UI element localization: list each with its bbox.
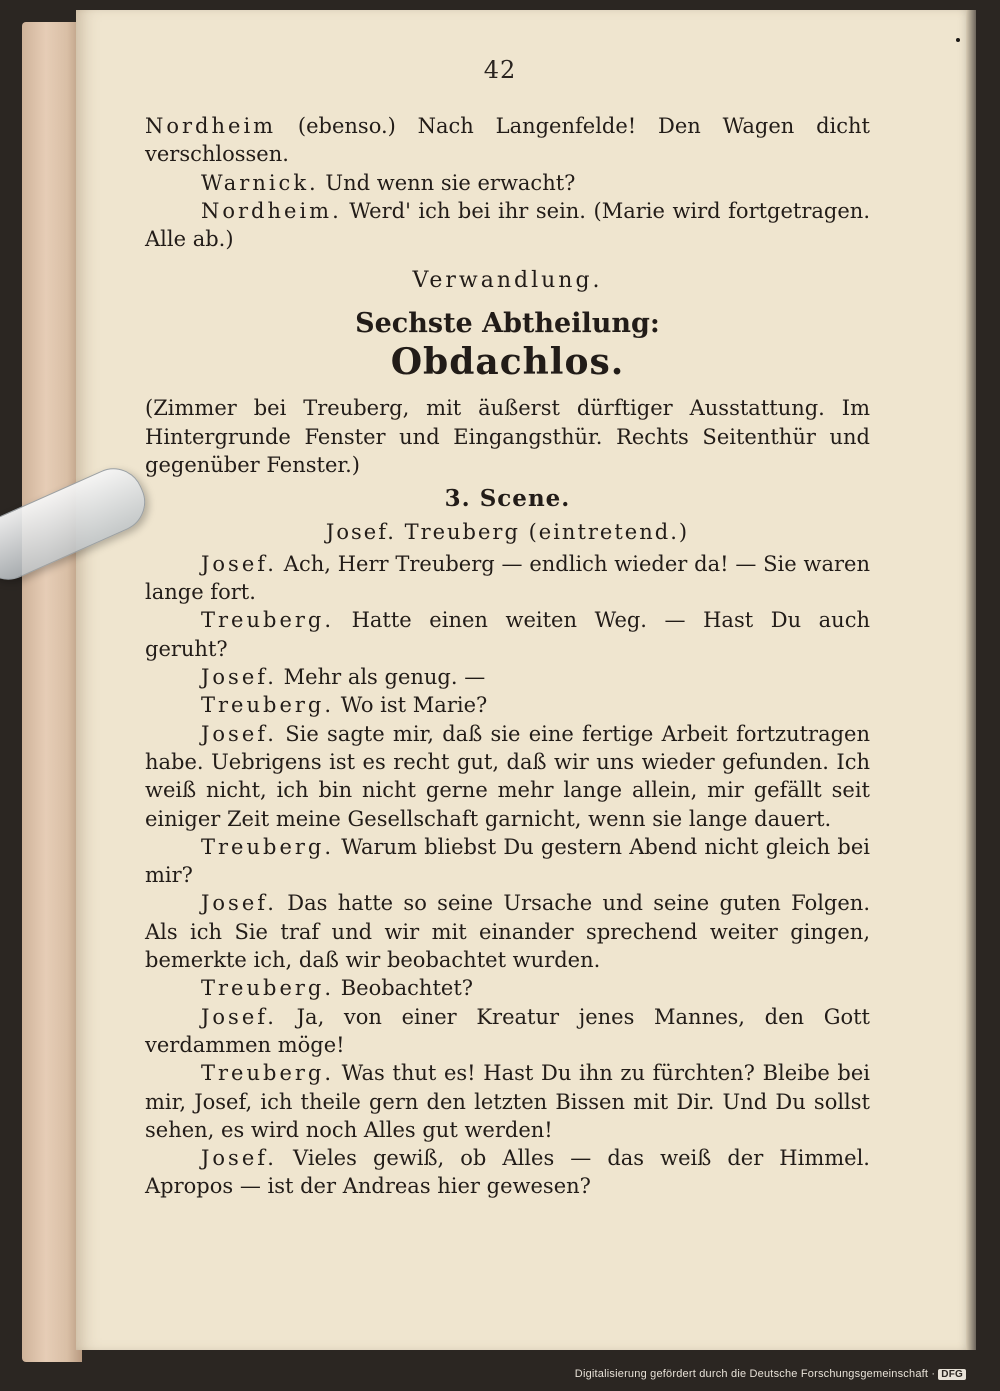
dialogue-line bbox=[145, 889, 870, 974]
dialogue-line bbox=[145, 606, 870, 663]
dialogue-line bbox=[145, 720, 870, 833]
binding-edge bbox=[966, 10, 976, 1350]
speech-text: Und wenn sie erwacht? bbox=[318, 170, 576, 195]
dialogue-line bbox=[145, 833, 870, 890]
speaker-name: Josef. bbox=[201, 551, 277, 576]
speaker-name: Josef. bbox=[201, 891, 277, 916]
speech-text: Vieles gewiß, ob Alles — das weiß der Himmel. Apropos — ist der Andreas hier gewesen? bbox=[145, 1146, 870, 1199]
paragraph bbox=[145, 197, 870, 254]
speech-text: Ach, Herr Treuberg — endlich wieder da! — Sie waren lange fort. bbox=[145, 551, 870, 605]
speech-text: Wo ist Marie? bbox=[334, 693, 488, 718]
speech-text: (ebenso.) Nach Langenfelde! Den Wagen dicht verschlossen. bbox=[145, 114, 870, 167]
speaker-name: Treuberg. bbox=[201, 976, 335, 1001]
speaker-name: Treuberg. bbox=[201, 834, 335, 859]
book-page-edges bbox=[22, 22, 82, 1362]
digitization-credit bbox=[575, 1368, 966, 1380]
speaker-name: Treuberg. bbox=[201, 608, 335, 633]
speaker-name: Josef. bbox=[201, 1146, 277, 1171]
dialogue-line bbox=[145, 663, 870, 691]
scene-heading: 3. Scene. bbox=[444, 485, 571, 513]
speech-text: Warum bliebst Du gestern Abend nicht gleich bei mir? bbox=[145, 834, 870, 888]
paragraph bbox=[145, 112, 870, 169]
speaker-name: Josef. bbox=[201, 665, 277, 690]
speech-text: Hatte einen weiten Weg. — Hast Du auch geruht? bbox=[145, 608, 870, 661]
ink-spot bbox=[956, 38, 960, 42]
speaker-name: Treuberg. bbox=[201, 1061, 335, 1086]
speech-text: Werd' ich bei ihr sein. (Marie wird fortgetragen. Alle ab.) bbox=[145, 198, 870, 252]
stage-direction: (Zimmer bei Treuberg, mit äußerst dürftiger Ausstattung. Im Hintergrunde Fenster und Eingangsthür. Rechts Seitenthür und gegenüber Fenster.) bbox=[145, 396, 870, 477]
dialogue-line bbox=[145, 1144, 870, 1201]
speaker-name: Josef. bbox=[201, 721, 277, 746]
speech-text: Sie sagte mir, daß sie eine fertige Arbeit fortzutragen habe. Uebrigens ist es recht gut, daß wir uns wieder gefunden. Ich weiß nicht, ich bin nicht gerne mehr lange allein, mir gefällt seit einiger Zeit meine Gesellschaft garnicht, wenn sie lange dauert. bbox=[145, 721, 870, 831]
dialogue-line bbox=[145, 1059, 870, 1144]
credit-text: Digitalisierung gefördert durch die Deutsche Forschungsgemeinschaft · bbox=[574, 1368, 936, 1380]
dialogue-line bbox=[145, 1003, 870, 1060]
dialogue-line bbox=[145, 691, 870, 719]
speaker-name: Treuberg. bbox=[201, 693, 335, 718]
speech-text: Mehr als genug. — bbox=[276, 665, 486, 690]
speech-text: Was thut es! Hast Du ihn zu fürchten? Bleibe bei mir, Josef, ich theile gern den letzten Bissen mit Dir. Und Du sollst sehen, es wird noch Alles gut werden! bbox=[145, 1061, 870, 1142]
speech-text: Das hatte so seine Ursache und seine guten Folgen. Als ich Sie traf und wir mit einander sprechend weiter gingen, bemerkte ich, daß wir beobachtet wurden. bbox=[145, 891, 870, 973]
dfg-logo: DFG bbox=[938, 1369, 966, 1380]
speech-text: Ja, von einer Kreatur jenes Mannes, den Gott verdammen möge! bbox=[145, 1004, 870, 1057]
speaker-name: Nordheim. bbox=[201, 198, 342, 223]
dialogue-line bbox=[145, 974, 870, 1002]
dialogue-line bbox=[145, 550, 870, 607]
cast-line: Josef. Treuberg (eintretend.) bbox=[325, 519, 690, 544]
act-title: Obdachlos. bbox=[390, 341, 625, 384]
scene-transition: Verwandlung. bbox=[412, 268, 603, 294]
speaker-name: Nordheim bbox=[145, 114, 277, 138]
paragraph bbox=[145, 169, 870, 197]
section-heading: Sechste Abtheilung: bbox=[355, 307, 660, 339]
speaker-name: Josef. bbox=[201, 1004, 277, 1029]
speaker-name: Warnick. bbox=[201, 170, 319, 195]
speech-text: Beobachtet? bbox=[334, 976, 474, 1001]
page-text bbox=[145, 112, 870, 1201]
page-number: 42 bbox=[483, 56, 517, 84]
